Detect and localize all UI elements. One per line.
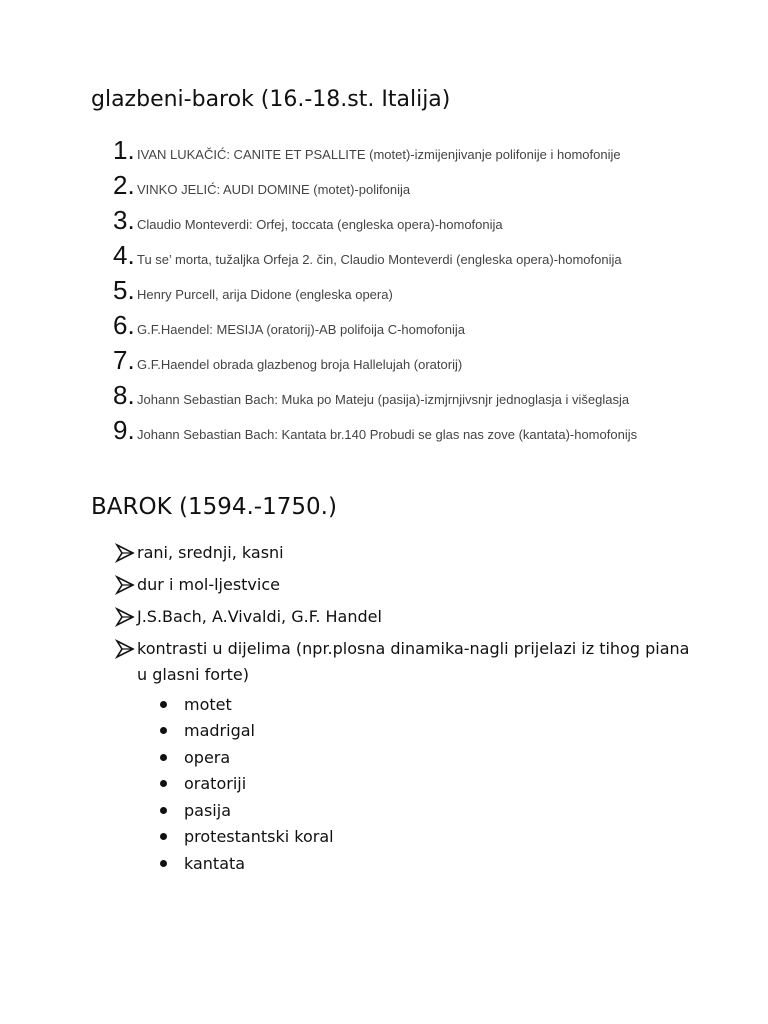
bullet-list-item	[160, 744, 334, 771]
arrow-bullet-icon	[115, 639, 137, 659]
list-number: 2.	[113, 170, 135, 200]
list-item	[113, 310, 637, 345]
list-item	[113, 345, 637, 380]
list-number: 3.	[113, 205, 135, 235]
bullet-item-text: opera	[184, 747, 231, 767]
bullet-list-item	[160, 771, 334, 798]
list-number: 7.	[113, 345, 135, 375]
numbered-list	[113, 135, 637, 450]
list-item-text: Henry Purcell, arija Didone (engleska opera)	[137, 287, 393, 302]
list-number: 5.	[113, 275, 135, 305]
list-item	[113, 380, 637, 415]
section-title-barok: BAROK (1594.-1750.)	[91, 494, 337, 520]
list-number: 8.	[113, 380, 135, 410]
list-number: 1.	[113, 135, 135, 165]
list-number: 4.	[113, 240, 135, 270]
list-item	[113, 415, 637, 450]
list-item-text: Johann Sebastian Bach: Muka po Mateju (pasija)-izmjrnjivsnjr jednoglasja i višeglasja	[137, 392, 630, 407]
bullet-list-item	[160, 850, 334, 877]
list-number: 6.	[113, 310, 135, 340]
bullet-item-text: protestantski koral	[184, 827, 334, 847]
list-number: 9.	[113, 415, 135, 445]
bullet-dot-icon	[160, 807, 167, 814]
bullet-list	[160, 691, 334, 877]
list-item-text: Johann Sebastian Bach: Kantata br.140 Probudi se glas nas zove (kantata)-homofonijs	[137, 427, 638, 442]
arrow-bullet-icon	[115, 575, 137, 595]
list-item-text: VINKO JELIĆ: AUDI DOMINE (motet)-polifonija	[137, 182, 411, 197]
bullet-list-item	[160, 797, 334, 824]
list-item	[113, 205, 637, 240]
arrow-item-text: rani, srednji, kasni	[137, 543, 284, 562]
list-item	[113, 240, 637, 275]
list-item-text: Claudio Monteverdi: Orfej, toccata (engleska opera)-homofonija	[137, 217, 503, 232]
bullet-dot-icon	[160, 833, 167, 840]
arrow-list-item	[115, 636, 697, 688]
bullet-item-text: oratoriji	[184, 774, 247, 794]
list-item-text: G.F.Haendel: MESIJA (oratorij)-AB polifoija C-homofonija	[137, 322, 466, 337]
arrow-bullet-icon	[115, 607, 137, 627]
arrow-list	[115, 540, 697, 694]
list-item-text: G.F.Haendel obrada glazbenog broja Hallelujah (oratorij)	[137, 357, 463, 372]
bullet-dot-icon	[160, 780, 167, 787]
arrow-item-text: kontrasti u dijelima (npr.plosna dinamika-nagli prijelazi iz tihog piana u glasni forte)	[137, 639, 690, 684]
bullet-item-text: kantata	[184, 853, 246, 873]
section-title-glazbeni-barok: glazbeni-barok (16.-18.st. Italija)	[91, 87, 451, 112]
arrow-list-item	[115, 540, 697, 566]
list-item	[113, 170, 637, 205]
bullet-item-text: motet	[184, 694, 232, 714]
bullet-list-item	[160, 718, 334, 745]
arrow-item-text: dur i mol-ljestvice	[137, 575, 280, 594]
arrow-list-item	[115, 604, 697, 630]
arrow-item-text: J.S.Bach, A.Vivaldi, G.F. Handel	[137, 607, 382, 626]
bullet-list-item	[160, 691, 334, 718]
bullet-list-item	[160, 824, 334, 851]
list-item-text: IVAN LUKAČIĆ: CANITE ET PSALLITE (motet)-izmijenjivanje polifonije i homofonije	[137, 147, 621, 162]
bullet-dot-icon	[160, 701, 167, 708]
arrow-bullet-icon	[115, 543, 137, 563]
arrow-list-item	[115, 572, 697, 598]
bullet-dot-icon	[160, 860, 167, 867]
bullet-dot-icon	[160, 754, 167, 761]
bullet-item-text: madrigal	[184, 721, 255, 741]
list-item	[113, 135, 637, 170]
bullet-dot-icon	[160, 727, 167, 734]
bullet-item-text: pasija	[184, 800, 231, 820]
list-item	[113, 275, 637, 310]
list-item-text: Tu se’ morta, tužaljka Orfeja 2. čin, Claudio Monteverdi (engleska opera)-homofonija	[137, 252, 622, 267]
